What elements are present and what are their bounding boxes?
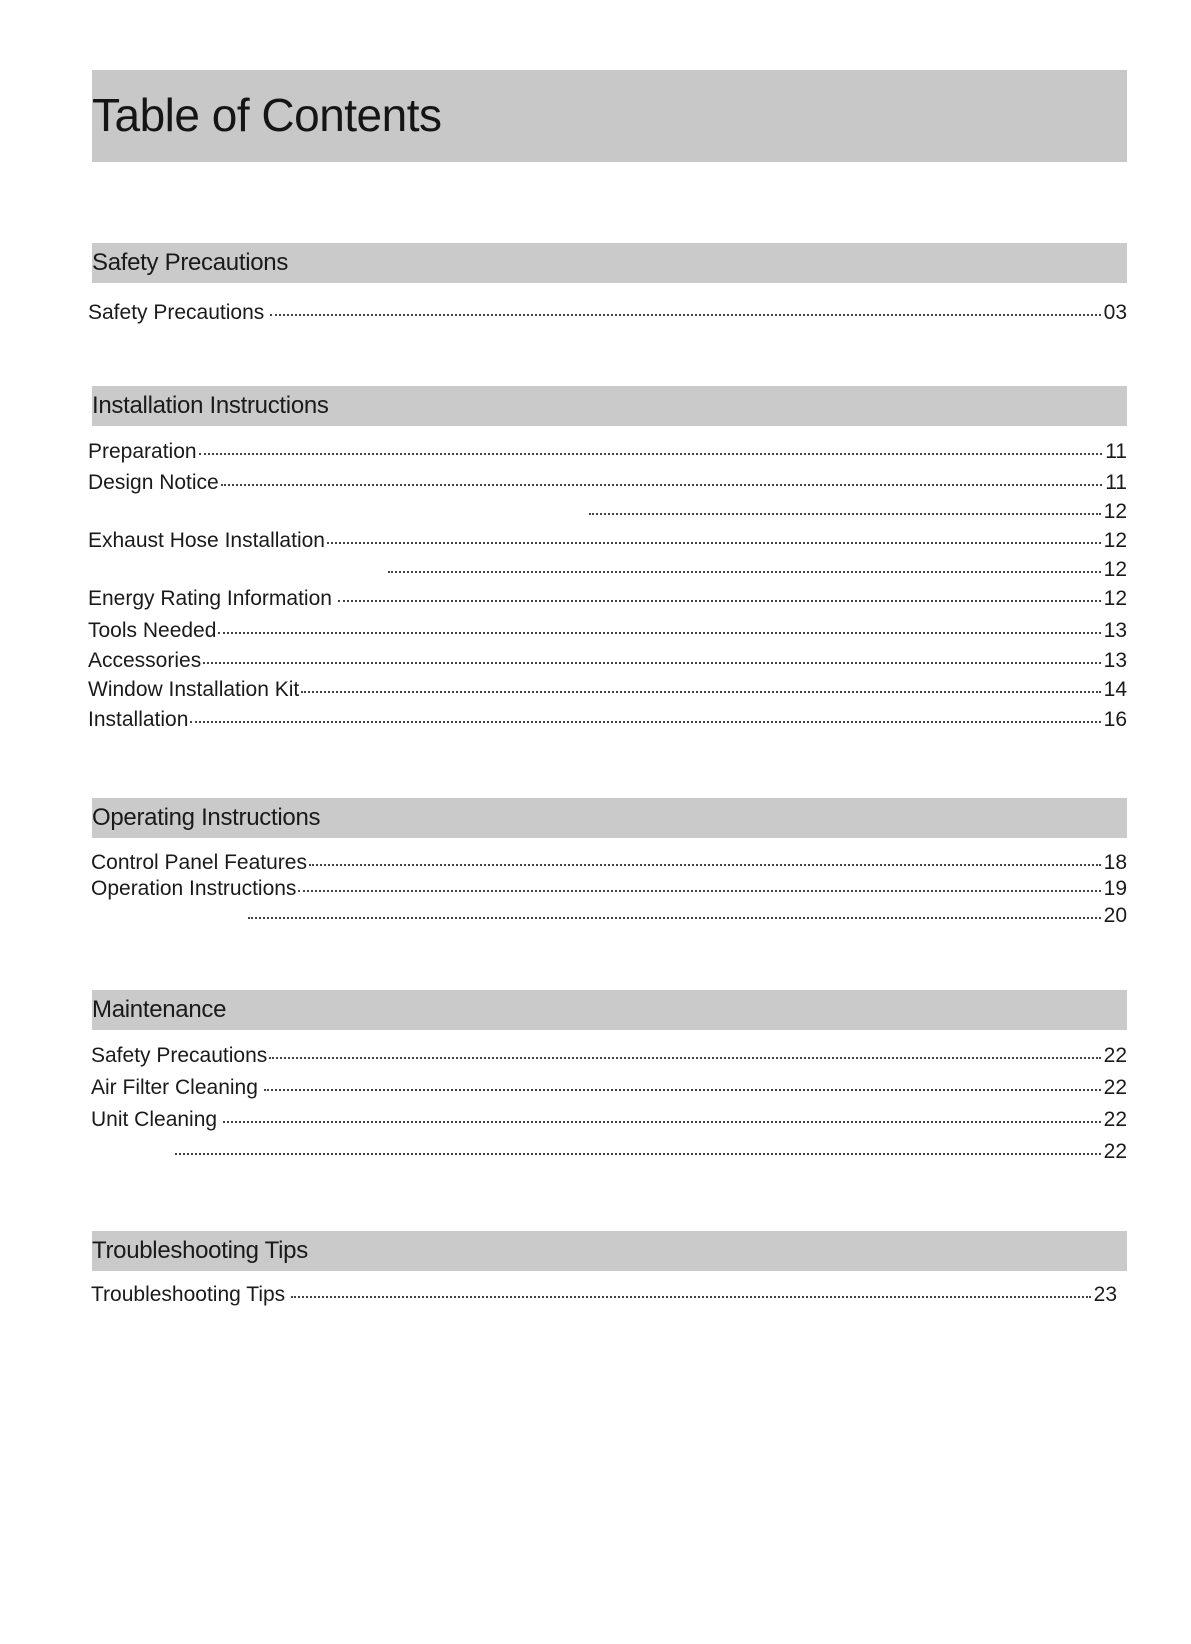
toc-entry-page: 16: [1103, 708, 1127, 731]
section-heading: Operating Instructions: [92, 804, 321, 831]
dot-leader: [264, 1089, 1101, 1091]
section-header-installation: [92, 386, 1127, 426]
dot-leader: [203, 662, 1100, 664]
toc-entry-design-notice[interactable]: [88, 470, 1127, 496]
toc-entry-label: Troubleshooting Tips: [91, 1283, 286, 1306]
dot-leader: [175, 1153, 1101, 1155]
toc-entry-label: Energy Rating Information: [88, 587, 332, 610]
toc-entry-label: Unit Cleaning: [91, 1108, 218, 1131]
section-header-troubleshooting: [92, 1231, 1127, 1271]
section-heading: Maintenance: [92, 996, 227, 1023]
dot-leader: [223, 1121, 1101, 1123]
toc-entry-unit-cleaning[interactable]: [91, 1107, 1127, 1133]
toc-entry-installation[interactable]: [88, 707, 1127, 733]
toc-entry-safety-precautions-maintenance[interactable]: [91, 1043, 1127, 1069]
title-bar: [92, 70, 1127, 162]
toc-entry-tools-needed[interactable]: [88, 618, 1127, 644]
section-heading: Installation Instructions: [92, 392, 329, 419]
toc-entry-label: Preparation: [88, 440, 197, 463]
toc-entry-page: 13: [1103, 619, 1127, 642]
toc-entry-page: 22: [1103, 1044, 1127, 1067]
toc-entry-page: 12: [1103, 529, 1127, 552]
dot-leader: [301, 691, 1100, 693]
dot-leader: [589, 513, 1101, 515]
toc-entry-page: 12: [1103, 587, 1127, 610]
toc-entry-exhaust-hose-installation[interactable]: [88, 528, 1127, 554]
dot-leader: [218, 632, 1100, 634]
toc-entry-page: 19: [1103, 877, 1127, 900]
toc-entry-accessories[interactable]: [88, 648, 1127, 674]
toc-entry-label: Design Notice: [88, 471, 219, 494]
toc-entry-label: Safety Precautions: [91, 1044, 268, 1067]
dot-leader: [221, 484, 1102, 486]
toc-entry-troubleshooting-tips[interactable]: [91, 1282, 1117, 1308]
toc-entry-label: Safety Precautions: [88, 301, 265, 324]
toc-entry-label: Window Installation Kit: [88, 678, 300, 701]
toc-entry-page: 12: [1103, 558, 1127, 581]
toc-entry-page: 18: [1103, 851, 1127, 874]
toc-entry-page: 11: [1105, 440, 1127, 463]
toc-entry-window-installation-kit[interactable]: [88, 677, 1127, 703]
dot-leader: [269, 1057, 1100, 1059]
dot-leader: [190, 721, 1100, 723]
dot-leader: [388, 571, 1101, 573]
dot-leader: [270, 314, 1100, 316]
dot-leader: [291, 1296, 1090, 1298]
section-heading: Safety Precautions: [92, 249, 289, 276]
toc-entry-label: Accessories: [88, 649, 202, 672]
dot-leader: [309, 864, 1101, 866]
toc-entry-air-filter-cleaning[interactable]: [91, 1075, 1127, 1101]
toc-entry-energy-rating-information[interactable]: [88, 586, 1127, 612]
dot-leader: [199, 453, 1103, 455]
section-heading: Troubleshooting Tips: [92, 1237, 308, 1264]
section-header-safety: [92, 243, 1127, 283]
dot-leader: [327, 542, 1101, 544]
toc-entry-page: 13: [1103, 649, 1127, 672]
toc-entry-label: Tools Needed: [88, 619, 217, 642]
toc-entry-control-panel-features[interactable]: [91, 850, 1127, 876]
toc-entry-page: 14: [1103, 678, 1127, 701]
toc-entry-page: 22: [1103, 1076, 1127, 1099]
section-header-maintenance: [92, 990, 1127, 1030]
toc-entry-unlabeled[interactable]: [246, 903, 1127, 929]
dot-leader: [248, 917, 1101, 919]
toc-entry-page: 20: [1103, 904, 1127, 927]
toc-entry-unlabeled[interactable]: [386, 557, 1127, 583]
toc-entry-label: Control Panel Features: [91, 851, 307, 874]
toc-entry-unlabeled[interactable]: [587, 499, 1127, 525]
toc-entry-safety-precautions[interactable]: [88, 300, 1127, 326]
page-title: Table of Contents: [92, 89, 442, 141]
toc-entry-page: 22: [1103, 1140, 1127, 1163]
toc-entry-page: 23: [1093, 1283, 1117, 1306]
toc-entry-unlabeled[interactable]: [173, 1139, 1127, 1165]
toc-entry-operation-instructions[interactable]: [91, 876, 1127, 902]
toc-entry-preparation[interactable]: [88, 439, 1127, 465]
toc-entry-page: 12: [1103, 500, 1127, 523]
toc-entry-page: 11: [1105, 471, 1127, 494]
section-header-operating: [92, 798, 1127, 838]
toc-entry-label: Exhaust Hose Installation: [88, 529, 325, 552]
toc-entry-page: 03: [1103, 301, 1127, 324]
toc-entry-label: Installation: [88, 708, 189, 731]
toc-entry-page: 22: [1103, 1108, 1127, 1131]
dot-leader: [298, 890, 1100, 892]
dot-leader: [338, 600, 1101, 602]
toc-entry-label: Operation Instructions: [91, 877, 297, 900]
toc-entry-label: Air Filter Cleaning: [91, 1076, 258, 1099]
